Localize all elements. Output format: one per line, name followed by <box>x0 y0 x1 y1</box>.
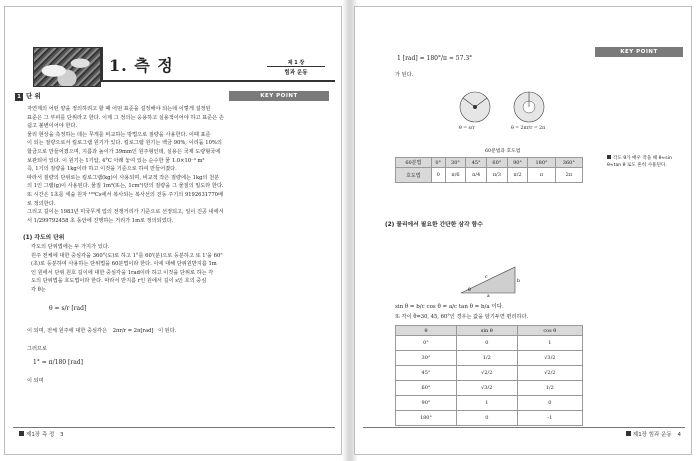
table-row <box>396 336 583 351</box>
table-cell: 180° <box>396 411 457 426</box>
chapter-tag <box>267 59 325 77</box>
table-row <box>396 366 583 381</box>
equation-full-circle <box>27 327 176 336</box>
table-row <box>396 158 583 168</box>
body-line: 물리 현상을 측정하는 데는 무게를 비교하는 방법으로 질량을 사용한다. 이때 표준 <box>27 131 211 138</box>
subsection-heading: (1) 각도의 단위 <box>23 235 65 241</box>
table-cell: 60분법 <box>396 158 432 168</box>
chapter-rule <box>101 80 335 82</box>
body-line: 쉽고 불변이어야 한다. <box>27 123 78 130</box>
table-cell: 호도법 <box>396 168 432 183</box>
table-cell: 30° <box>445 158 466 168</box>
footer <box>19 430 64 438</box>
table-row <box>396 411 583 426</box>
table-cell: 60° <box>487 158 508 168</box>
body-line: 도의 단위법을 호도법이라 한다. 따라서 반지름 r인 원에서 길이 s인 호의 중심 <box>31 278 207 285</box>
table-cell: 360° <box>555 158 582 168</box>
figure-caption-2: θ = 2πr/r = 2π <box>511 126 546 131</box>
footer-chapter: 제1장 측 정 <box>26 432 55 438</box>
table-cell: √3/2 <box>456 381 517 396</box>
equation-lead-text: 이 되며, 전체 원주에 대한 중심각은 <box>27 328 108 334</box>
body-line: 따라서 질량의 단위로는 킬로그램(kg)이 사용되며, 비교적 작은 질량에는 1kg의 천분 <box>27 174 220 181</box>
table-cell: 0° <box>396 336 457 351</box>
bullet-square-icon <box>607 155 611 159</box>
table-cell: 0 <box>517 396 582 411</box>
table-cell: 2π <box>555 168 582 183</box>
section-title: 단 위 <box>26 92 41 100</box>
table-row <box>396 326 583 336</box>
table-cell: 1/2 <box>456 351 517 366</box>
figure-caption-1: θ = s/r <box>459 126 475 131</box>
table-cell: √2/2 <box>456 366 517 381</box>
equation-radian-post: 가 된다. <box>395 72 414 78</box>
table-cell: 0 <box>431 168 445 183</box>
equation-full-circle-math: 2πr/r = 2π[rad] <box>112 328 154 334</box>
body-line: 서 1/299792458 초 동안에 진행하는 거리가 1m로 정의되었다. <box>27 217 174 224</box>
table-cell: 45° <box>396 366 457 381</box>
body-line: 합금으로 만들어졌으며, 지름과 높이가 39mm인 원주형인데, 실용은 국제 도량형국에 <box>27 148 221 155</box>
table-cell: 90° <box>507 158 528 168</box>
body-line: 표준은 그 부피를 단위라고 한다. 이제 그 정의는 응용하고 실용적이어야 하고 표준은 손 <box>27 114 224 121</box>
table-cell: 1 <box>456 396 517 411</box>
body-line: 이 되는 질량으로서 킬로그램 원기가 있다. 킬로그램 원기는 백금 90%, 이리듐 10%의 <box>27 140 222 147</box>
subsection-body <box>27 243 253 295</box>
chapter-tag-number: 제 1 장 <box>267 59 325 67</box>
trig-definitions: sin θ = b/c cos θ = a/c tan θ = b/a 이다. <box>395 304 504 310</box>
table-header: θ <box>396 326 457 336</box>
center-dot <box>473 105 477 109</box>
table-cell: 0 <box>456 411 517 426</box>
table-cell: 180° <box>528 158 555 168</box>
body-line: 의 1인 그램(g)이 사용된다. 물질 1m³(또는, 1cm³)당의 질량을 그 물질의 밀도라 한다. <box>27 183 224 190</box>
equation-outro: 이 되며 <box>27 378 44 384</box>
key-point-banner: KEY POINT <box>229 91 329 101</box>
table-cell: π/4 <box>466 168 487 183</box>
table-cell: π/2 <box>507 168 528 183</box>
table-cell: 1/2 <box>517 381 582 396</box>
table-cell: 45° <box>466 158 487 168</box>
chapter-photo <box>33 47 101 87</box>
table-row <box>396 381 583 396</box>
body-line: 로 정의한다. <box>27 200 56 207</box>
body-line: 각도의 단위법에는 두 가지가 있다. <box>31 244 110 250</box>
table-cell: 0 <box>456 336 517 351</box>
table-cell: π/3 <box>487 168 508 183</box>
table-row <box>396 168 583 183</box>
side-note-text: 각도 θ가 매우 작을 때 θ≈sin θ≈tan θ 로도 흔히 사용된다. <box>607 156 672 168</box>
equation-degree: 1° = π/180 [rad] <box>33 359 83 366</box>
table-cell: 1 <box>517 336 582 351</box>
equation-tail-text: 이 된다. <box>158 328 177 334</box>
body-line: 보관되어 있다. 이 원기는 1기압, 4°C 아래 놓여 있는 순수한 물 1.0×10⁻³ m³ <box>27 157 205 164</box>
table-row <box>396 351 583 366</box>
triangle-label-angle: θ <box>468 288 471 293</box>
footer-square-icon <box>19 431 24 436</box>
angle-table <box>395 157 583 183</box>
table-cell: -1 <box>517 411 582 426</box>
right-page <box>354 6 692 455</box>
table-cell: 0° <box>431 158 445 168</box>
footer <box>626 430 681 438</box>
key-point-banner: KEY POINT <box>595 47 683 57</box>
table-cell: 60° <box>396 381 457 396</box>
left-page <box>4 6 342 455</box>
footer-rule <box>13 427 335 428</box>
triangle-label-opp: b <box>517 279 520 284</box>
body-line: 또 시간은 1초를 세슘 원자 ¹³³Cs에서 복사되는 복사선의 진동 주기의 9192631770배 <box>27 191 223 198</box>
trig-note: 또 각이 θ=30, 45, 60°인 경우는 값을 암기두면 편리하다. <box>395 314 529 320</box>
side-note <box>607 155 679 169</box>
body-line: (초)로 등분하여 사용하는 단위법을 60분법이라 한다. 이에 대해 단위원반지름 1m <box>31 261 217 268</box>
triangle-label-hyp: c <box>485 275 488 280</box>
footer-square-icon <box>626 431 631 436</box>
footer-chapter: 제1장 힘과 운동 <box>632 432 672 438</box>
equation-intro: 그러므로 <box>27 346 48 352</box>
right-triangle-figure <box>459 265 523 297</box>
section-heading <box>15 91 41 101</box>
body-line: 그리고 길이는 1983년 미국무게 업의 전쟁거리가 기준으로 선정되고, 일이 진공 내에서 <box>27 209 224 216</box>
table-cell: 90° <box>396 396 457 411</box>
table-cell: π <box>528 168 555 183</box>
table-header: sin θ <box>456 326 517 336</box>
equation-theta: θ = s/r [rad] <box>49 305 87 312</box>
body-line: 인 원에서 단위 원호 길이에 대한 중심각을 1rad이라 하고 이것을 단위로 하는 각 <box>31 269 214 276</box>
body-text <box>23 105 251 225</box>
equation-radian: 1 [rad] = 180°/π ≈ 57.3° <box>397 55 473 62</box>
subsection-heading: (2) 물리에서 필요한 간단한 삼각 함수 <box>385 222 483 228</box>
table-cell: π/6 <box>445 168 466 183</box>
table-cell: √3/2 <box>517 351 582 366</box>
trig-table <box>395 325 583 426</box>
chapter-tag-subject: 힘과 운동 <box>284 70 308 76</box>
footer-page-number: 3 <box>60 432 64 438</box>
chapter-title: 1. 측 정 <box>109 56 174 75</box>
table-cell: 30° <box>396 351 457 366</box>
body-line: 각 θ는 <box>31 286 46 293</box>
body-line: 원주 전체에 대한 중심각을 360°(도)로 하고 1°를 60'(분)으로 등분하고 또 1'을 60" <box>31 252 223 259</box>
footer-rule <box>363 427 685 428</box>
section-number: 1 <box>15 93 23 101</box>
chapter-rule-vertical <box>101 47 103 82</box>
body-line: 즉, 1기의 질량을 1kg이라 하고 이것을 기준으로 하여 만들어졌다. <box>27 166 177 173</box>
angle-table-title: 60분법과 호도법 <box>485 149 521 154</box>
table-row <box>396 396 583 411</box>
footer-page-number: 4 <box>677 432 681 438</box>
body-line: 자연계의 어떤 양을 정의하려고 할 때 어떤 표준을 설정해야 되는데 이렇게 설정된 <box>27 106 211 112</box>
table-header: cos θ <box>517 326 582 336</box>
triangle-label-adj: a <box>487 294 490 297</box>
table-cell: √2/2 <box>517 366 582 381</box>
